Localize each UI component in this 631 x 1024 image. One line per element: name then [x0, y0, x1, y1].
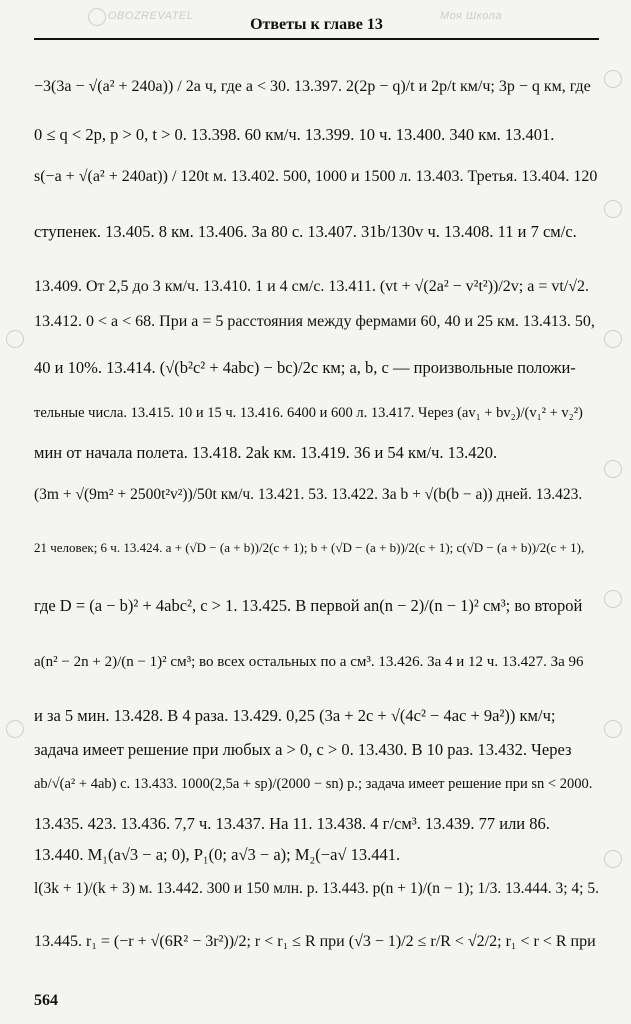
text-line: 13.412. 0 < a < 68. При a = 5 расстояния между фермами 60, 40 и 25 км. 13.413. 50, [34, 313, 595, 330]
watermark-logo-icon [604, 200, 622, 218]
text-line: a(n² − 2n + 2)/(n − 1)² см³; во всех остальных по a см³. 13.426. За 4 и 12 ч. 13.427. За 96 [34, 654, 584, 670]
text-line: l(3k + 1)/(k + 3) м. 13.442. 300 и 150 млн. р. 13.443. p(n + 1)/(n − 1); 1/3. 13.444. 3; 4; 5. [34, 880, 599, 897]
page-header: Ответы к главе 13 [34, 12, 599, 40]
text-line: тельные числа. 13.415. 10 и 15 ч. 13.416. 6400 и 600 л. 13.417. Через (av₁ + bv₂)/(v₁² + v₂²) [34, 405, 583, 421]
text-line: −3(3a − √(a² + 240a)) / 2a ч, где a < 30. 13.397. 2(2p − q)/t и 2p/t км/ч; 3p − q км, где [34, 78, 591, 95]
watermark-text: OBOZREVATEL [108, 10, 194, 22]
watermark-logo-icon [604, 720, 622, 738]
watermark-logo-icon [6, 720, 24, 738]
text-line: (3m + √(9m² + 2500t²v²))/50t км/ч. 13.421. 53. 13.422. За b + √(b(b − a)) дней. 13.423. [34, 486, 583, 503]
page-number: 564 [34, 992, 58, 1009]
text-line: ab/√(a² + 4ab) с. 13.433. 1000(2,5a + sp)/(2000 − sn) р.; задача имеет решение при sn < 2000. [34, 776, 593, 792]
watermark-text: Моя Школа [440, 10, 502, 22]
text-line: ступенек. 13.405. 8 км. 13.406. За 80 с. 13.407. 31b/130v ч. 13.408. 11 и 7 см/с. [34, 222, 577, 241]
text-line: где D = (a − b)² + 4abc², c > 1. 13.425. В первой an(n − 2)/(n − 1)² см³; во второй [34, 596, 583, 615]
text-line: и за 5 мин. 13.428. В 4 раза. 13.429. 0,25 (3a + 2c + √(4c² − 4ac + 9a²)) км/ч; [34, 706, 556, 725]
watermark-logo-icon [604, 850, 622, 868]
text-line: задача имеет решение при любых a > 0, c > 0. 13.430. В 10 раз. 13.432. Через [34, 740, 572, 759]
text-line: 21 человек; 6 ч. 13.424. a + (√D − (a + b))/2(c + 1); b + (√D − (a + b))/2(c + 1); c(√D − (a + b))/2(c + 1), [34, 540, 585, 555]
watermark-logo-icon [6, 330, 24, 348]
text-line: 40 и 10%. 13.414. (√(b²c² + 4abc) − bc)/2c км; a, b, c — произвольные положи- [34, 358, 576, 377]
text-line: 0 ≤ q < 2p, p > 0, t > 0. 13.398. 60 км/ч. 13.399. 10 ч. 13.400. 340 км. 13.401. [34, 125, 555, 144]
watermark-logo-icon [604, 590, 622, 608]
text-line: 13.440. M₁(a√3 − a; 0), P₁(0; a√3 − a); M₂(−a√ 13.441. [34, 845, 401, 864]
watermark-logo-icon [88, 8, 106, 26]
text-line: мин от начала полета. 13.418. 2ak км. 13.419. 36 и 54 км/ч. 13.420. [34, 443, 498, 462]
text-line: 13.435. 423. 13.436. 7,7 ч. 13.437. На 11. 13.438. 4 г/см³. 13.439. 77 или 86. [34, 814, 550, 833]
watermark-logo-icon [604, 460, 622, 478]
watermark-logo-icon [604, 70, 622, 88]
text-line: s(−a + √(a² + 240at)) / 120t м. 13.402. 500, 1000 и 1500 л. 13.403. Третья. 13.404. 120 [34, 168, 598, 185]
text-line: 13.409. От 2,5 до 3 км/ч. 13.410. 1 и 4 см/с. 13.411. (vt + √(2a² − v²t²))/2v; a = vt/√2. [34, 278, 590, 295]
text-line: 13.445. r₁ = (−r + √(6R² − 3r²))/2; r < r₁ ≤ R при (√3 − 1)/2 ≤ r/R < √2/2; r₁ < r < R при [34, 933, 596, 950]
watermark-logo-icon [604, 330, 622, 348]
